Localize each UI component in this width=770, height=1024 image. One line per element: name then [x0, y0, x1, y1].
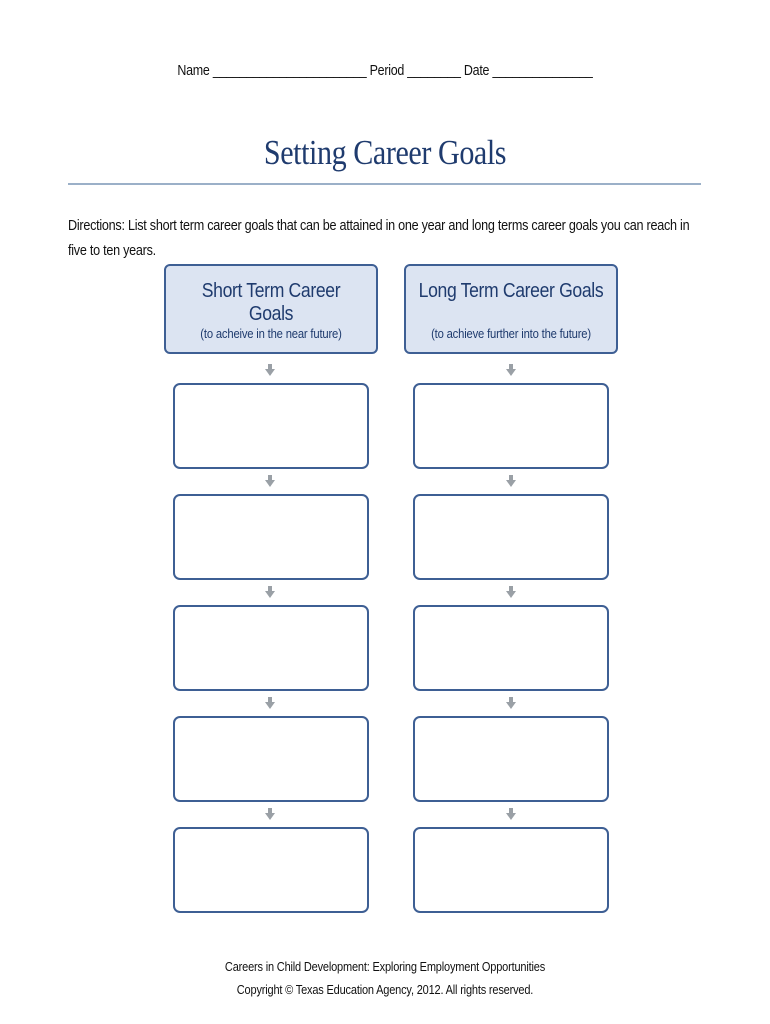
- short-term-title: Short Term Career Goals: [201, 280, 341, 325]
- short-term-goal-box-4[interactable]: [173, 716, 369, 802]
- long-term-goal-box-3[interactable]: [413, 605, 609, 691]
- arrow-down-icon: [506, 364, 516, 376]
- arrow-down-icon: [506, 475, 516, 487]
- long-term-goal-box-4[interactable]: [413, 716, 609, 802]
- arrow-down-icon: [506, 586, 516, 598]
- arrow-down-icon: [265, 475, 275, 487]
- long-term-subtitle: (to achieve further into the future): [431, 327, 591, 341]
- footer-course-title: Careers in Child Development: Exploring Employment Opportunities: [224, 960, 546, 974]
- arrow-down-icon: [265, 697, 275, 709]
- short-term-goal-box-1[interactable]: [173, 383, 369, 469]
- short-term-subtitle: (to acheive in the near future): [200, 327, 342, 341]
- name-period-date-line: Name _______________________ Period ________ Date _______________: [177, 63, 593, 79]
- footer-copyright: Copyright © Texas Education Agency, 2012. All rights reserved.: [236, 983, 534, 997]
- short-term-header: [164, 264, 378, 354]
- short-term-goal-box-2[interactable]: [173, 494, 369, 580]
- title-divider: [68, 183, 701, 185]
- arrow-down-icon: [506, 697, 516, 709]
- directions-text: Directions: List short term career goals that can be attained in one year and long terms career goals you can reach in five to ten years.: [68, 218, 690, 259]
- long-term-goal-box-1[interactable]: [413, 383, 609, 469]
- page-title: Setting Career Goals: [263, 133, 507, 172]
- long-term-goal-box-2[interactable]: [413, 494, 609, 580]
- arrow-down-icon: [506, 808, 516, 820]
- arrow-down-icon: [265, 364, 275, 376]
- long-term-goal-box-5[interactable]: [413, 827, 609, 913]
- arrow-down-icon: [265, 808, 275, 820]
- long-term-title: Long Term Career Goals: [418, 280, 604, 302]
- long-term-header: [404, 264, 618, 354]
- arrow-down-icon: [265, 586, 275, 598]
- short-term-goal-box-5[interactable]: [173, 827, 369, 913]
- short-term-goal-box-3[interactable]: [173, 605, 369, 691]
